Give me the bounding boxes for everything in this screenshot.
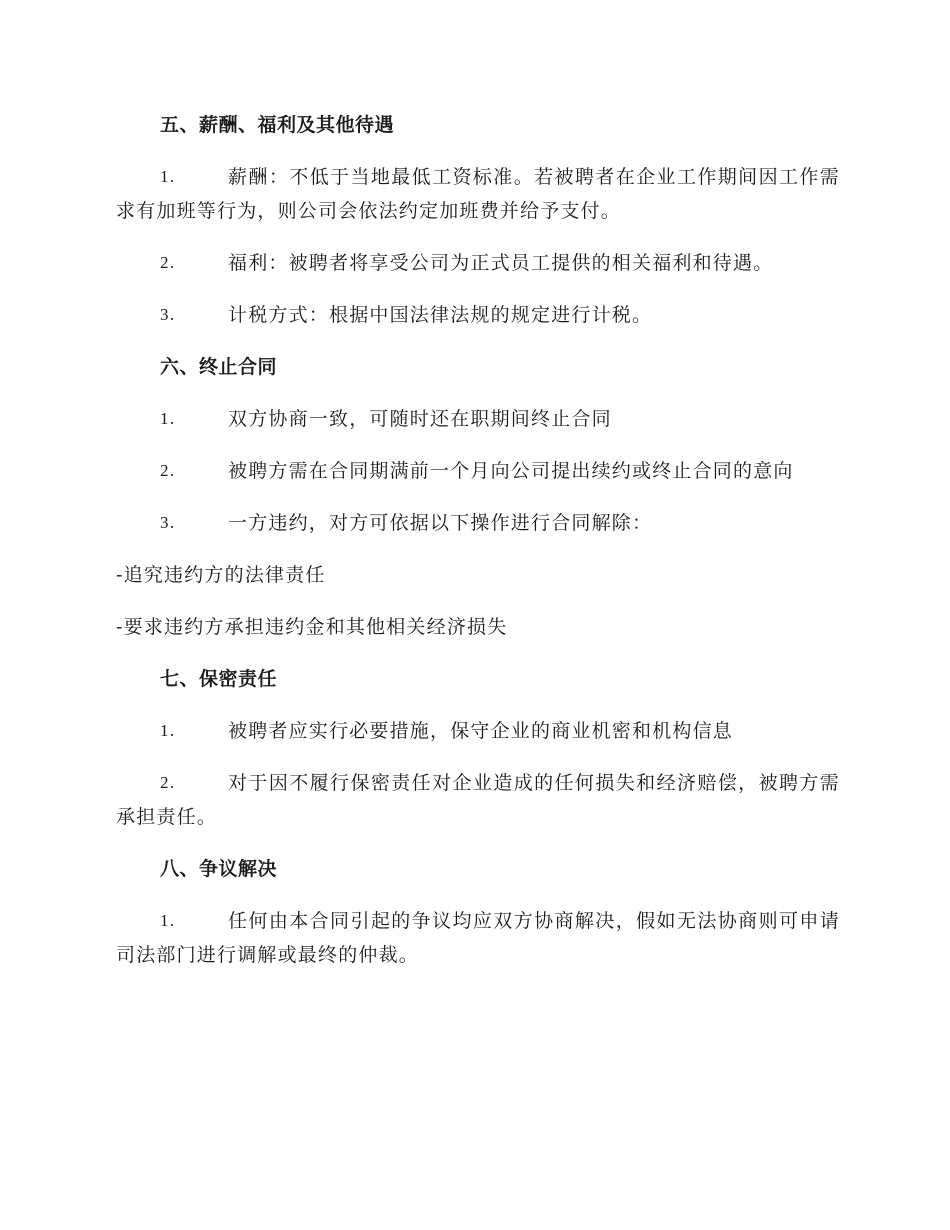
item-number: 1. xyxy=(160,409,176,428)
section-heading-confidentiality: 七、保密责任 xyxy=(160,668,278,690)
list-item xyxy=(116,246,840,280)
item-number: 3. xyxy=(160,305,176,324)
list-item xyxy=(116,766,840,834)
item-text: 被聘者应实行必要措施，保守企业的商业机密和机构信息 xyxy=(228,720,734,742)
list-item xyxy=(116,402,840,436)
item-text: 一方违约，对方可依据以下操作进行合同解除： xyxy=(228,512,653,534)
item-text: 福利：被聘者将享受公司为正式员工提供的相关福利和待遇。 xyxy=(228,252,774,274)
item-number: 2. xyxy=(160,461,176,480)
dash-list-item: -要求违约方承担违约金和其他相关经济损失 xyxy=(116,616,508,638)
list-item xyxy=(116,298,840,332)
section-heading-compensation: 五、薪酬、福利及其他待遇 xyxy=(160,114,395,136)
item-text: 任何由本合同引起的争议均应双方协商解决，假如无法协商则可申请司法部门进行调解或最终的仲裁。 xyxy=(116,910,840,966)
list-item xyxy=(116,160,840,228)
dash-list-item: -追究违约方的法律责任 xyxy=(116,564,326,586)
item-text: 双方协商一致，可随时还在职期间终止合同 xyxy=(228,408,612,430)
item-text: 对于因不履行保密责任对企业造成的任何损失和经济赔偿，被聘方需承担责任。 xyxy=(116,772,840,828)
list-item xyxy=(116,454,840,488)
section-heading-dispute-resolution: 八、争议解决 xyxy=(160,858,278,880)
item-number: 3. xyxy=(160,513,176,532)
item-text: 被聘方需在合同期满前一个月向公司提出续约或终止合同的意向 xyxy=(228,460,794,482)
item-number: 1. xyxy=(160,911,176,930)
list-item xyxy=(116,904,840,972)
list-item xyxy=(116,506,840,540)
item-number: 1. xyxy=(160,721,176,740)
list-item xyxy=(116,714,840,748)
item-text: 计税方式：根据中国法律法规的规定进行计税。 xyxy=(228,304,653,326)
section-heading-termination: 六、终止合同 xyxy=(160,356,278,378)
item-number: 2. xyxy=(160,253,176,272)
item-text: 薪酬：不低于当地最低工资标准。若被聘者在企业工作期间因工作需求有加班等行为，则公司会依法约定加班费并给予支付。 xyxy=(116,166,840,222)
item-number: 1. xyxy=(160,167,176,186)
item-number: 2. xyxy=(160,773,176,792)
